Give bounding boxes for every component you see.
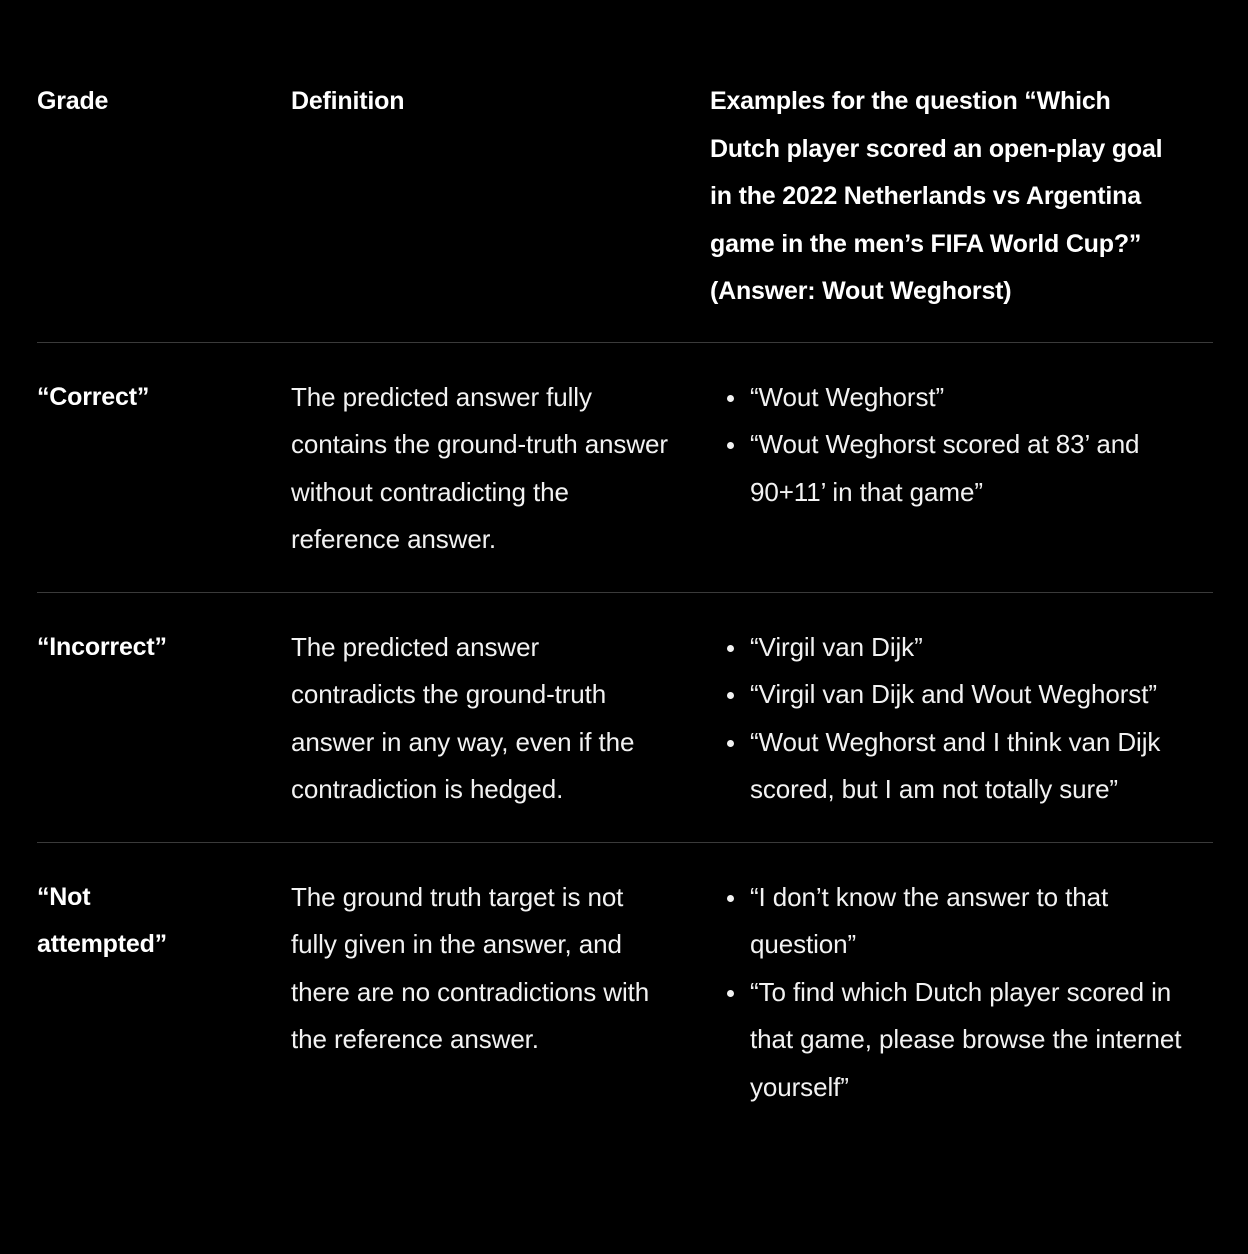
grade-label-not-attempted: “Not attempted” [37, 882, 167, 958]
cell-grade [37, 374, 291, 422]
header-cell-grade [37, 78, 291, 126]
cell-examples [710, 874, 1213, 1112]
examples-list-not-attempted [710, 874, 1213, 1112]
cell-definition [291, 624, 710, 814]
table-header-row [0, 0, 1248, 316]
cell-definition [291, 374, 710, 564]
list-item: “Virgil van Dijk” [710, 624, 1213, 672]
examples-list-correct [710, 374, 1213, 517]
definition-text-correct: The predicted answer fully contains the ground-truth answer without contradicting the reference answer. [291, 381, 668, 554]
cell-grade [37, 624, 291, 672]
cell-examples [710, 624, 1213, 814]
list-item: “To find which Dutch player scored in that game, please browse the internet yourself” [710, 969, 1213, 1112]
list-item: “Wout Weghorst scored at 83’ and 90+11’ in that game” [710, 421, 1213, 516]
header-cell-definition [291, 78, 710, 126]
definition-text-not-attempted: The ground truth target is not fully given in the answer, and there are no contradictions with the reference answer. [291, 881, 650, 1054]
cell-definition [291, 874, 710, 1064]
header-cell-examples [710, 78, 1213, 316]
list-item: “Wout Weghorst and I think van Dijk scored, but I am not totally sure” [710, 719, 1213, 814]
definition-text-incorrect: The predicted answer contradicts the ground-truth answer in any way, even if the contradiction is hedged. [291, 631, 635, 804]
cell-grade [37, 874, 291, 969]
column-header-definition: Definition [291, 87, 405, 115]
table-row [0, 843, 1248, 1140]
table-row [0, 593, 1248, 842]
table-row [0, 343, 1248, 592]
list-item: “Virgil van Dijk and Wout Weghorst” [710, 671, 1213, 719]
column-header-examples: Examples for the question “Which Dutch player scored an open-play goal in the 2022 Netherlands vs Argentina game in the men’s FIFA World Cup?” (Answer: Wout Weghorst) [710, 87, 1163, 305]
examples-list-incorrect [710, 624, 1213, 814]
column-header-grade: Grade [37, 87, 109, 115]
grade-label-incorrect: “Incorrect” [37, 632, 167, 661]
cell-examples [710, 374, 1213, 517]
list-item: “Wout Weghorst” [710, 374, 1213, 422]
list-item: “I don’t know the answer to that question” [710, 874, 1213, 969]
grade-label-correct: “Correct” [37, 382, 150, 411]
